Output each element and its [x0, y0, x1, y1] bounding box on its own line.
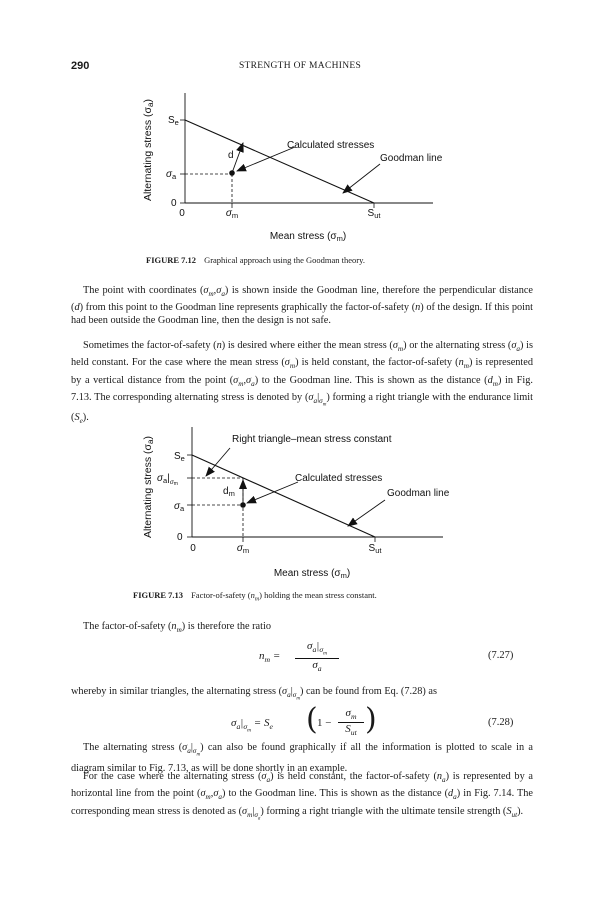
annotation-calculated: Calculated stresses [295, 473, 383, 484]
svg-text:Se: $S_e$ [168, 115, 179, 127]
svg-text:d: d [228, 150, 234, 161]
svg-text:0: 0 [179, 208, 185, 219]
figure-7-13-caption: FIGURE 7.13 Factor-of-safety $(n_m)$ holding the mean stress constant. [133, 590, 377, 603]
svg-text:0: 0 [177, 532, 183, 543]
svg-text:σm: $\sigma_m$ [236, 543, 250, 555]
figure-7-12 [0, 0, 600, 280]
annotation-calculated: Calculated stresses [287, 140, 375, 151]
paragraph-4: whereby in similar triangles, the alternating stress $(\sigma_a|_{\sigma_m})$ can be found from Eq. (7.28) as [71, 686, 437, 702]
y-axis-label: Alternating stress (σa) [142, 436, 155, 538]
annotation-triangle: Right triangle–mean stress constant [232, 434, 392, 445]
equation-7-27-number: (7.27) [488, 650, 514, 661]
y-axis-label: Alternating stress (σa) [142, 99, 155, 201]
svg-text:σm: $\sigma_m$ [225, 208, 239, 220]
svg-text:σa: $\sigma_a$ [174, 501, 185, 513]
calculated-arrow [247, 482, 298, 503]
paragraph-6: For the case where the alternating stress $(\sigma_a)$ is held constant, the factor-of-safety $(n_a)$ is represented by a horizontal line from the point $(\sigma_m,\sigma_a)$ to the Goodman line. This is shown as the distance $(d_a)$ in Fig. 7.14. The corresponding mean stress is denoted as $(\sigma_m|_{\sigma_a})$ forming a right triangle with the ultimate tensile strength $(S_{ut})$. [71, 771, 533, 821]
paragraph-3: The factor-of-safety $(n_m)$ is therefore the ratio [83, 621, 271, 635]
annotation-goodman: Goodman line [387, 488, 450, 499]
svg-text:Sut: $S_{ut}$ [368, 543, 382, 555]
svg-text:σa: $\sigma_a$ [166, 169, 177, 181]
equation-7-28: $\sigma_a|_{\sigma_m} = S_e$ ( 1 − $\sigma_m$ $S_{ut}$ ) [231, 702, 377, 738]
stress-point [240, 502, 246, 508]
triangle-arrow [206, 448, 230, 476]
equation-7-27: $n_m$ = $\sigma_a|_{\sigma_m}$ $\sigma_a$ [259, 640, 379, 674]
page-number: 290 [71, 60, 90, 72]
goodman-arrow [343, 164, 380, 193]
paragraph-1: The point with coordinates $(\sigma_m,\sigma_a)$ is shown inside the Goodman line, therefore the perpendicular distance (d) from this point to the Goodman line represents graphically the factor-of-safety (n) of the design. If this point had been outside the Goodman line, then the design is not safe. [71, 285, 533, 327]
svg-text:0: 0 [171, 198, 177, 209]
running-title: STRENGTH OF MACHINES [238, 61, 362, 71]
goodman-line [192, 455, 375, 537]
annotation-goodman: Goodman line [380, 153, 443, 164]
svg-text:Se: $S_e$ [174, 451, 185, 463]
paragraph-2: Sometimes the factor-of-safety (n) is desired where either the mean stress $(\sigma_m)$ or the alternating stress $(\sigma_a)$ is held constant. For the case where the mean stress $(\sigma_m)$ is held constant, the factor-of-safety $(n_m)$ is represented by a vertical distance from the point $(\sigma_m,\sigma_a)$ to the Goodman line. This is shown as the distance $(d_m)$ in Fig. 7.13. The corresponding alternating stress is denoted by $(\sigma_a|_{\sigma_m})$ forming a right triangle with the endurance limit $(S_e)$. [71, 340, 534, 426]
x-axis-label: Mean stress $(\sigma_m)$ [269, 231, 347, 243]
svg-text:0: 0 [190, 543, 196, 554]
goodman-arrow [348, 500, 385, 526]
equation-7-28-number: (7.28) [488, 717, 514, 728]
svg-text:σa|σm: $\sigma_a|_\sigma m$ [157, 473, 178, 487]
distance-d [232, 143, 243, 173]
figure-7-13 [0, 400, 600, 600]
x-axis-label: Mean stress $(\sigma_m)$ [273, 568, 351, 580]
svg-text:Sut: $S_{ut}$ [367, 208, 381, 220]
paragraph-5: The alternating stress $(\sigma_a|_{\sigma_m})$ can also be found graphically if all the information is plotted to scale in a diagram similar to Fig. 7.13, as will be done shortly in an example. [71, 742, 533, 774]
figure-7-12-caption: FIGURE 7.12 Graphical approach using the Goodman theory. [146, 255, 365, 265]
svg-text:dm: $d_m$ [223, 486, 235, 498]
